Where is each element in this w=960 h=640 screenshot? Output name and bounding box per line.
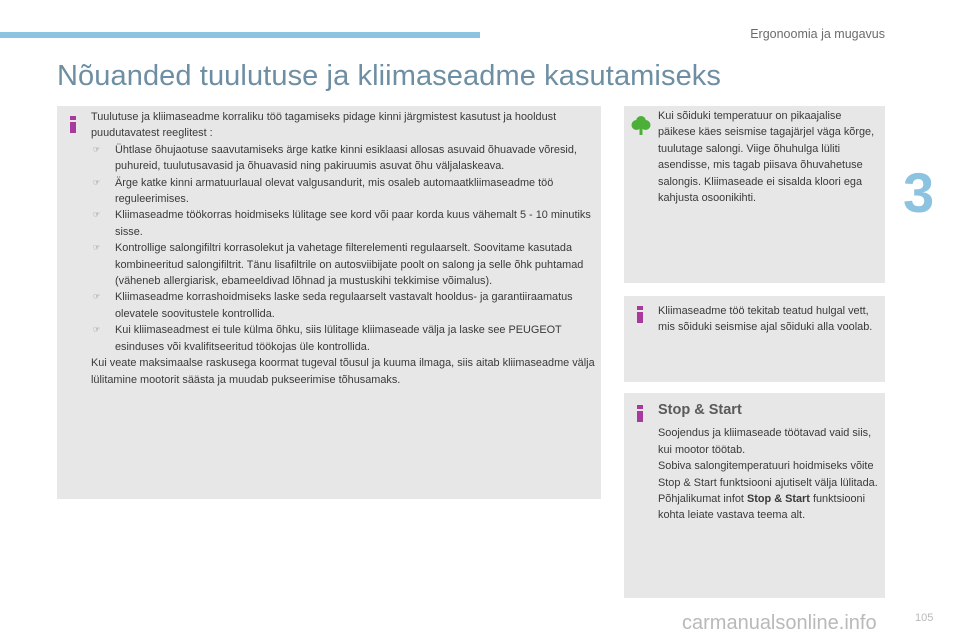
pointing-hand-icon: ☞: [93, 210, 101, 220]
list-item: ☞ Kliimaseadme töökorras hoidmiseks lülitage see kord või paar korda kuus vähemalt 5 - 10 minutiks sisse.: [93, 209, 591, 238]
eco-text: Kui sõiduki temperatuur on pikaajalise päikese käes seismise tagajärjel väga kõrge, tuulutage salongi. Viige õhuhulga lüliti asendisse, mis tagab piisava õhuvahetuse salongis. Kliimaseade ei sisalda kloori ega kahjusta osoonikihti.: [658, 110, 875, 205]
water-info-box: [624, 296, 885, 382]
list-item: ☞ Ühtlase õhujaotuse saavutamiseks ärge katke kinni esiklaasi allosas asuvaid õhuavade võresid, puhureid, tuulutusavasid ja õhuavasid ning pakiruumis asuvat õhu väljalaskeava.: [93, 143, 577, 173]
info-icon: [637, 306, 643, 321]
pointing-hand-icon: ☞: [93, 325, 101, 335]
pointing-hand-icon: ☞: [93, 144, 101, 154]
stop-start-title: Stop & Start: [658, 402, 742, 418]
pointing-hand-icon: ☞: [93, 292, 101, 302]
main-box-text: [91, 109, 597, 388]
stop-start-text: [658, 402, 880, 524]
list-item: ☞ Kliimaseadme korrashoidmiseks laske seda regulaarselt vastavalt hooldus- ja garantiiraamatus olevatele soovitustele kontrollida.: [93, 291, 573, 320]
main-intro: Tuulutuse ja kliimaseadme korraliku töö tagamiseks pidage kinni järgmistest kasutust ja hooldust puudutavatest reeglitest :: [91, 111, 557, 140]
stop-start-para-1: Soojendus ja kliimaseade töötavad vaid siis, kui mootor töötab.: [658, 427, 872, 456]
eco-box: [624, 106, 885, 283]
watermark: carmanualsonline.info: [682, 612, 877, 634]
list-item: ☞ Kontrollige salongifiltri korrasolekut ja vahetage filterelementi regulaarselt. Soovitame kasutada kombineeritud salongifiltrit. Tänu lisafiltrile on autosviibijate poolt on salong ja selle õhk puhtamad (väheneb allergiarisk, ebameeldivad lõhnad ja mustuskihi tekkimise võimalus).: [93, 242, 584, 288]
main-outro: Kui veate maksimaalse raskusega koormat tugeval tõusul ja kuuma ilmaga, siis aitab kliimaseadme välja lülitamine mootorit säästa ja muudab pukseerimise tõhusamaks.: [91, 357, 595, 386]
tree-icon: [630, 114, 652, 136]
rules-list: [91, 142, 597, 355]
list-item: ☞ Kui kliimaseadmest ei tule külma õhku, siis lülitage kliimaseade välja ja laske see PEUGEOT esinduses või kvalifitseeritud töökojas üle kontrollida.: [93, 324, 562, 353]
info-icon: [70, 116, 76, 131]
stop-start-box: [624, 393, 885, 598]
water-text: Kliimaseadme töö tekitab teatud hulgal vett, mis sõiduki seismise ajal sõiduki alla voolab.: [658, 305, 873, 334]
page-number: 105: [915, 612, 934, 624]
chapter-number: 3: [903, 161, 935, 224]
section-name: Ergonoomia ja mugavus: [750, 27, 885, 41]
stop-start-para-3: Põhjalikumat infot Stop & Start funktsiooni kohta leiate vastava teema alt.: [658, 493, 866, 522]
pointing-hand-icon: ☞: [93, 177, 101, 187]
info-icon: [637, 405, 643, 420]
header-accent-bar: [0, 32, 480, 38]
stop-start-para-2: Sobiva salongitemperatuuri hoidmiseks võite Stop & Start funktsiooni ajutiselt välja lülitada.: [658, 460, 878, 489]
pointing-hand-icon: ☞: [93, 243, 101, 253]
main-info-box: [57, 106, 601, 499]
page-title: Nõuanded tuulutuse ja kliimaseadme kasutamiseks: [57, 60, 721, 92]
list-item: ☞ Ärge katke kinni armatuurlaual olevat valgusandurit, mis osaleb automaatkliimaseadme töö reguleerimises.: [93, 176, 554, 206]
